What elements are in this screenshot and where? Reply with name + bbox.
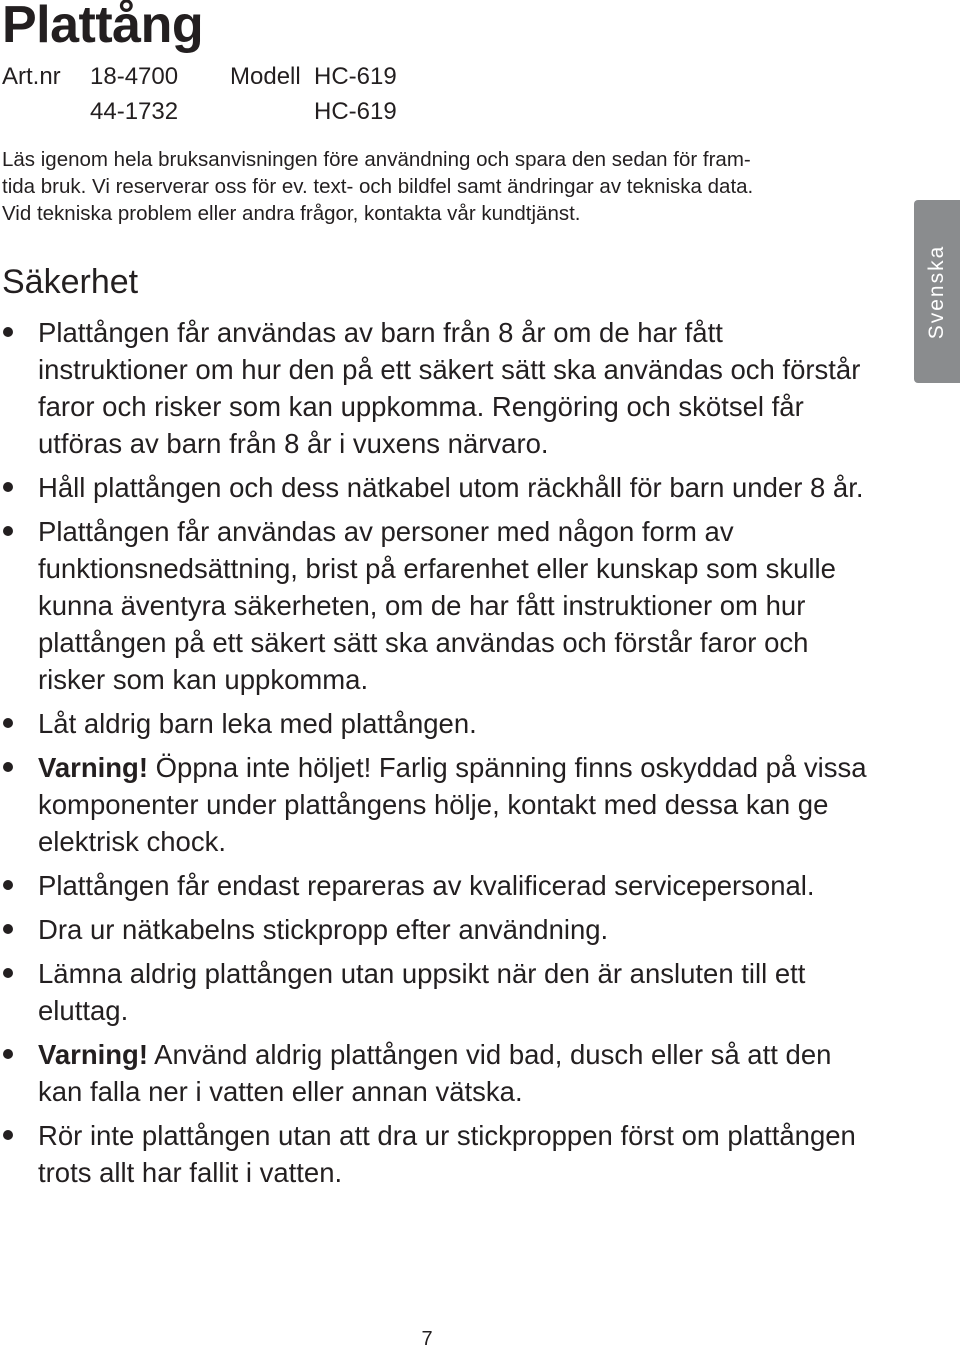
bullet-icon [3,482,13,492]
bullet-icon [3,924,13,934]
language-tab [914,200,960,383]
list-item [0,705,870,742]
model-value: HC-619 [314,63,397,90]
list-item-text: Plattången får endast repareras av kvalificerad servicepersonal. [38,870,815,901]
intro-line: Vid tekniska problem eller andra frågor, kontakta vår kundtjänst. [2,202,581,225]
bullet-icon [3,1130,13,1140]
bullet-icon [3,327,13,337]
list-item-text: Plattången får användas av personer med någon form av funktionsnedsättning, brist på erfarenhet eller kunskap som skulle kunna äventyra säkerheten, om de har fått instruktioner om hur plattången på ett säkert sätt ska användas och förstår faror och risker som kan uppkomma. [38,516,836,695]
intro-line: Läs igenom hela bruksanvisningen före användning och spara den sedan för fram- [2,148,751,171]
intro-paragraph [2,146,822,227]
list-item-text: Lämna aldrig plattången utan uppsikt när den är ansluten till ett eluttag. [38,958,806,1026]
model-value: HC-619 [314,98,397,125]
list-item-text: Låt aldrig barn leka med plattången. [38,708,477,739]
bullet-icon [3,880,13,890]
bullet-icon [3,718,13,728]
list-item [0,1117,870,1191]
list-item-text: Dra ur nätkabelns stickpropp efter användning. [38,914,609,945]
list-item [0,955,870,1029]
list-item [0,469,870,506]
list-item [0,911,870,948]
art-nr-value: 18-4700 [90,63,179,90]
bullet-icon [3,762,13,772]
art-nr-value: 44-1732 [90,98,179,125]
safety-list [0,314,870,1198]
language-tab-label: Svenska [925,244,948,339]
list-item [0,314,870,462]
list-item [0,749,870,860]
art-nr-label: Art.nr [2,63,61,90]
list-item-text: Använd aldrig plattången vid bad, dusch eller så att den kan falla ner i vatten eller annan vätska. [38,1039,832,1107]
section-heading-safety: Säkerhet [2,263,139,301]
article-row [2,97,422,127]
model-label: Modell [230,63,301,90]
bullet-icon [3,1049,13,1059]
list-item-text: Plattången får användas av barn från 8 år om de har fått instruktioner om hur den på ett säkert sätt ska användas och förstår faror och risker som kan uppkomma. Rengöring och skötsel får utföras av barn från 8 år i vuxens närvaro. [38,317,861,459]
article-row [2,62,422,92]
list-item [0,1036,870,1110]
bullet-icon [3,968,13,978]
bullet-icon [3,526,13,536]
list-item-text: Öppna inte höljet! Farlig spänning finns oskyddad på vissa komponenter under plattångens hölje, kontakt med dessa kan ge elektrisk chock. [38,752,867,857]
list-item [0,867,870,904]
warning-label: Varning! [38,752,149,783]
page-number: 7 [421,1328,433,1350]
list-item-text: Rör inte plattången utan att dra ur stickproppen först om plattången trots allt har fallit i vatten. [38,1120,856,1188]
list-item-text: Håll plattången och dess nätkabel utom räckhåll för barn under 8 år. [38,472,864,503]
page-title: Plattång [2,0,204,54]
warning-label: Varning! [38,1039,149,1070]
intro-line: tida bruk. Vi reserverar oss för ev. text- och bildfel samt ändringar av tekniska data. [2,175,754,198]
list-item [0,513,870,698]
